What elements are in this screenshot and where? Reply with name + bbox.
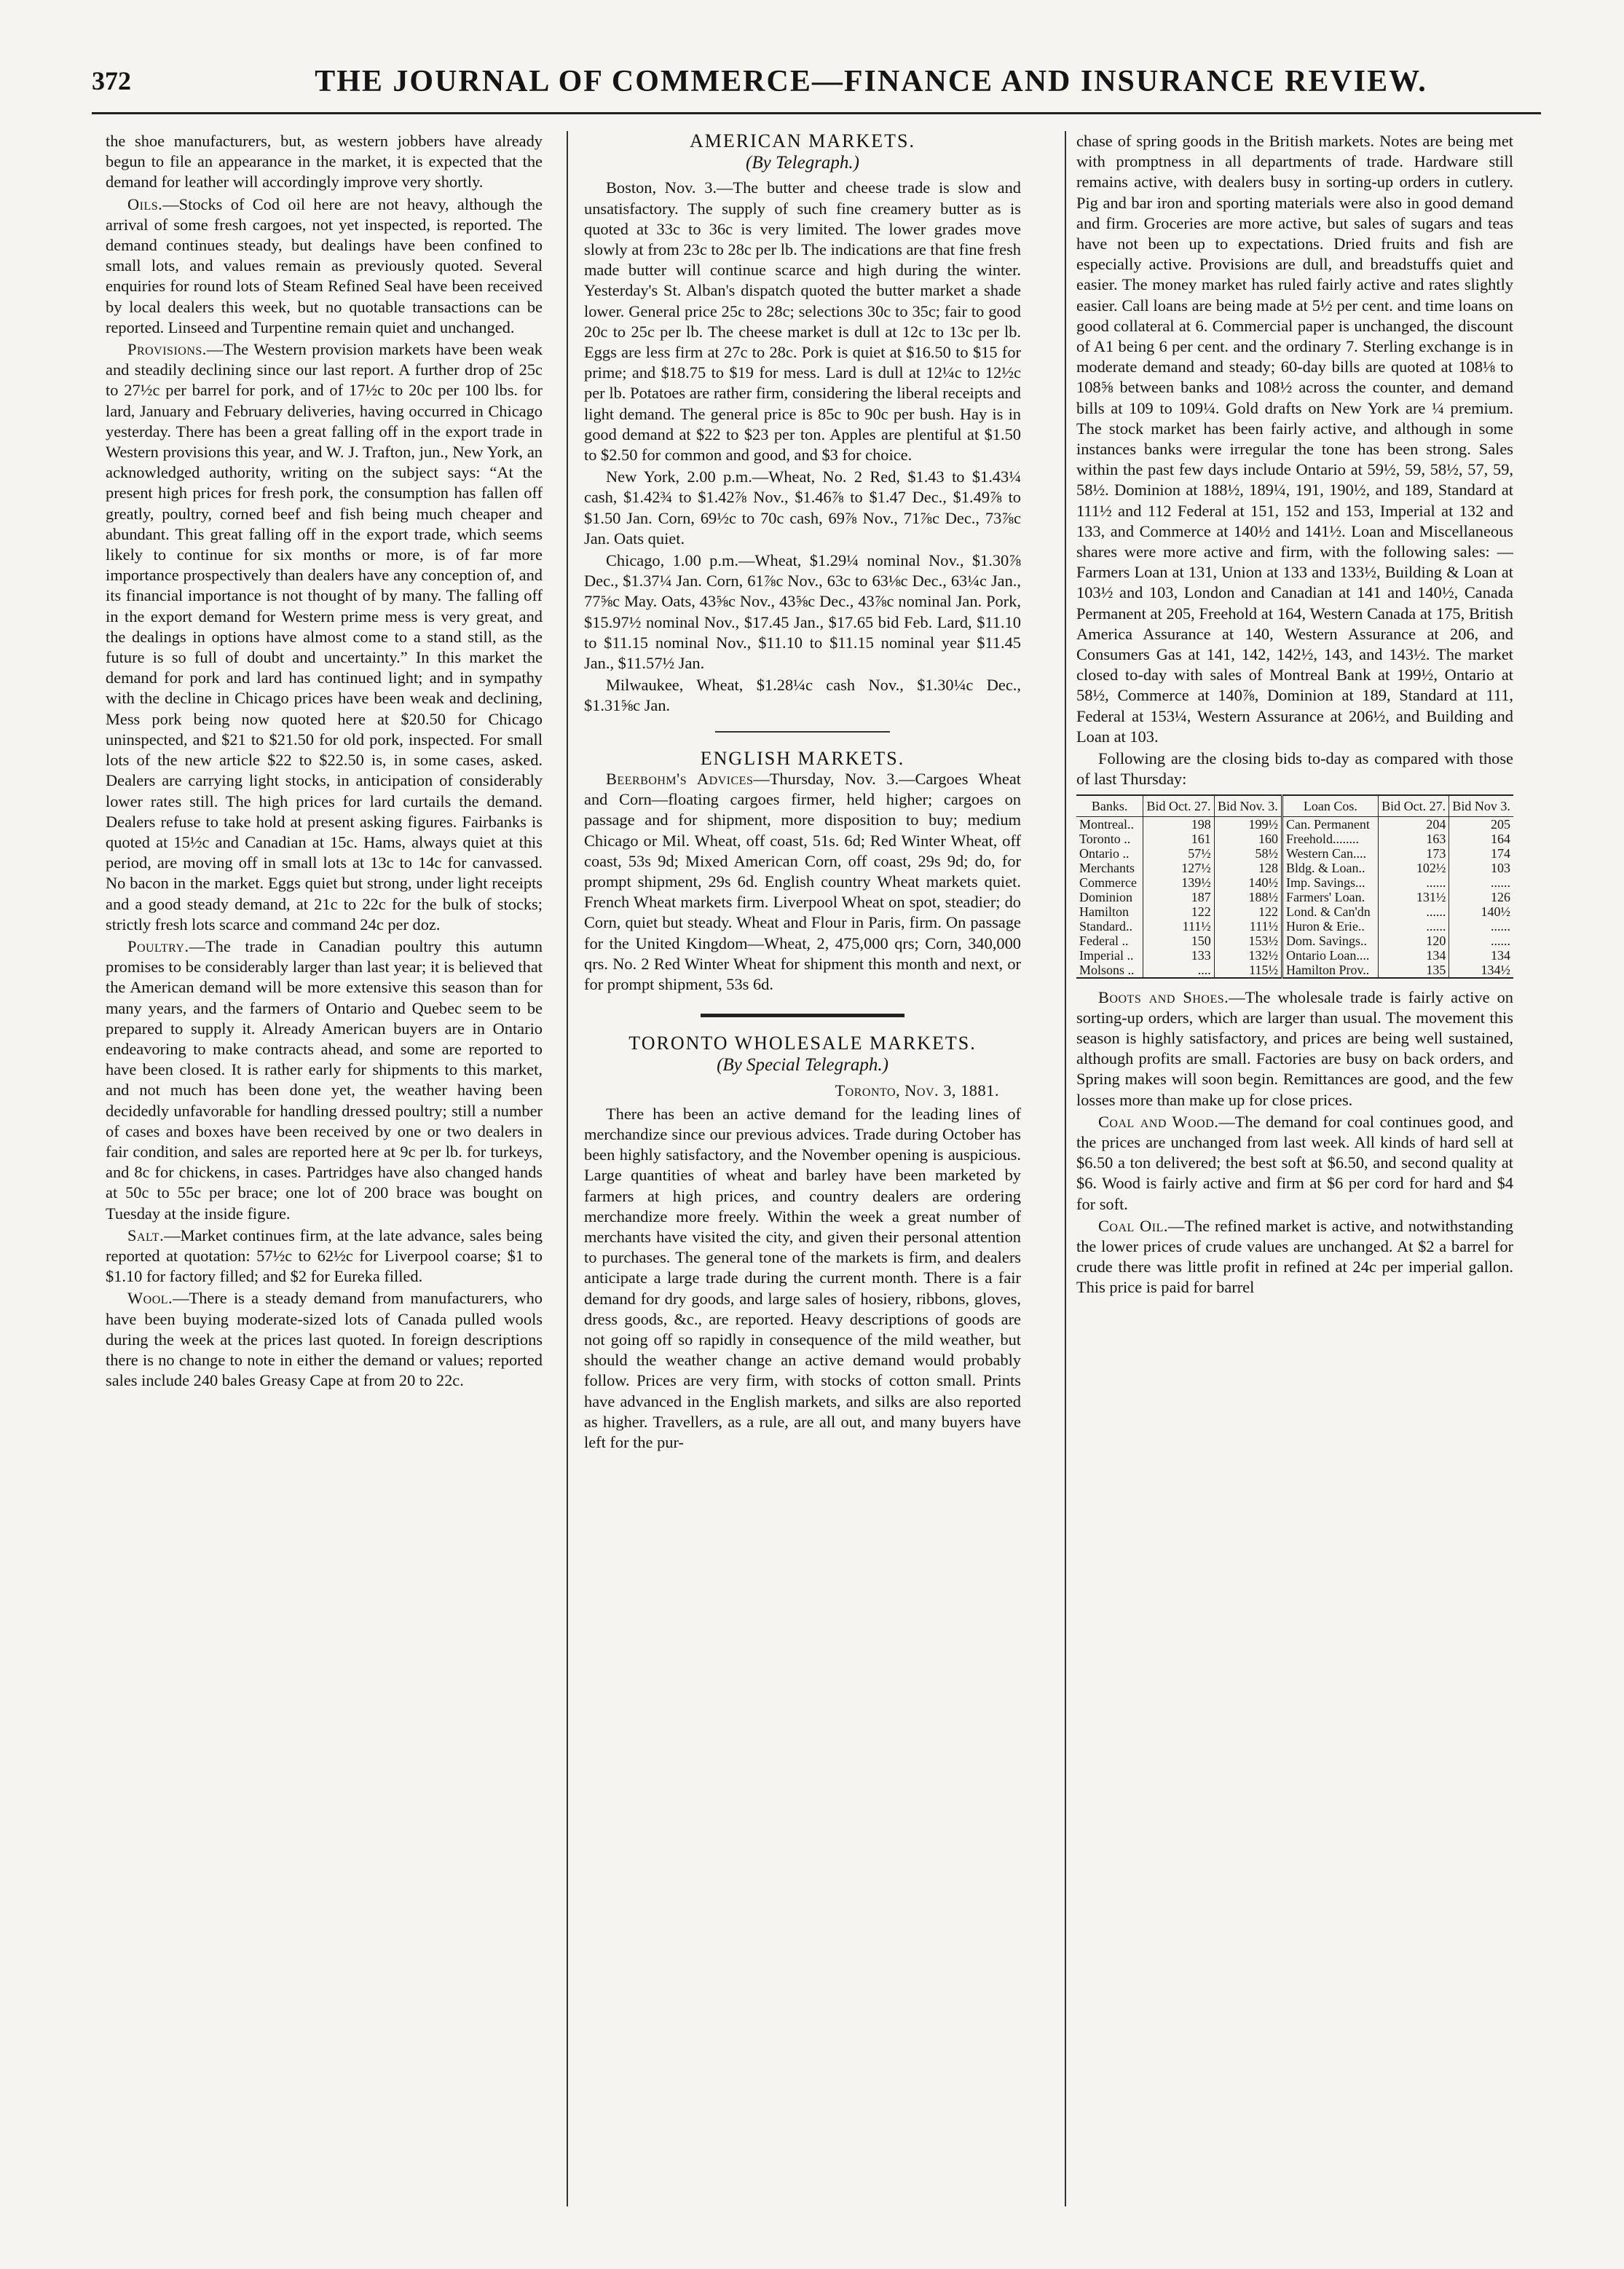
coal-oil-heading: Coal Oil.: [1098, 1216, 1168, 1235]
table-cell: 111½: [1214, 919, 1282, 934]
table-row: [1076, 832, 1513, 846]
american-markets-subtitle: (By Telegraph.): [746, 153, 859, 173]
boots-shoes-paragraph: [1076, 987, 1513, 1110]
salt-heading: Salt.: [127, 1226, 165, 1244]
salt-paragraph: [106, 1226, 543, 1287]
column-right: [1076, 131, 1513, 2228]
table-header: Bid Oct. 27.: [1143, 795, 1215, 817]
boston-paragraph: Boston, Nov. 3.—The butter and cheese trade is slow and unsatisfactory. The supply of such fine creamery butter as is quoted at 33c to 36c is very limited. The lower grades move slowly at from 23c to 28c per lb. The indications are that fine fresh made butter will continue scarce and high during the winter. Yesterday's St. Alban's dispatch quoted the butter market a shade lower. General price 25c to 28c; selections 30c to 35c; fair to good 20c to 25c per lb. The cheese market is dull at 12c to 13c per lb. Eggs are less firm at 27c to 28c. Pork is quiet at $16.50 to $15 for prime; and $18.75 to $19 for mess. Lard is dull at 12¼c to 12½c per lb. Potatoes are rather firm, considering the liberal receipts and light demand. The general price is 85c to 90c per bush. Hay is in good demand at $22 to $23 per ton. Apples are plentiful at $1.50 to $2.50 for common and good, and $3 for choice.: [584, 178, 1021, 465]
continued-paragraph-right: chase of spring goods in the British markets. Notes are being met with promptness in all departments of trade. Hardware still remains active, with dealers busy in sorting-up orders in cutlery. Pig and bar iron and sporting materials were also in good demand and firm. Groceries are more active, but sales of sugars and teas have not been up to expectations. Dried fruits and fish are especially active. Provisions are dull, and breadstuffs quiet and easier. The money market has ruled fairly active and rates slightly easier. Call loans are being made at 5½ per cent. and time loans on good collateral at 6. Commercial paper is unchanged, the discount of A1 being 6 per cent. and the ordinary 7. Sterling exchange is in moderate demand and steady; 60-day bills are quoted at 108⅛ to 108⅝ between banks and 108½ across the counter, and demand bills at 109 to 109¼. Gold drafts on New York are ¼ premium. The stock market has been fairly active, and although in some instances banks were irregular the tone has been strong. Sales within the past few days include Ontario at 59½, 59, 58½, 57, 59, 58½. Dominion at 188½, 189¼, 191, 190½, and 189, Standard at 111½ and 112 Federal at 151, 152 and 153, Imperial at 132 and 133, and Commerce at 140½ and 141½. Loan and Miscellaneous shares were more active and firm, with the following sales: —Farmers Loan at 131, Union at 133 and 133½, Building & Loan at 103½ and 103, London and Canadian at 141 and 140½, Canada Permanent at 205, Freehold at 164, Western Canada at 175, British America Assurance at 140, Western Assurance at 206, and Consumers Gas at 141, 142, 142½, 143, and 143½. The market closed to-day with sales of Montreal Bank at 199½, Ontario at 58½, Commerce at 140⅞, Dominion at 189, Standard at 111, Federal at 153¼, Western Assurance at 206½, and Building and Loan at 103.: [1076, 132, 1513, 746]
poultry-heading: Poultry.: [127, 936, 189, 955]
table-cell: 102½: [1378, 861, 1449, 875]
english-markets-heading: Beerbohm's Advices: [606, 769, 754, 788]
table-cell: Western Can....: [1282, 846, 1378, 861]
column-rule-left: [567, 131, 568, 2206]
table-cell: ......: [1378, 919, 1449, 934]
toronto-markets-title: TORONTO WHOLESALE MARKETS.: [628, 1033, 977, 1054]
table-cell: 122: [1214, 904, 1282, 919]
table-cell: Toronto ..: [1079, 831, 1131, 846]
table-cell: Hamilton Prov..: [1282, 963, 1378, 978]
oils-text: —Stocks of Cod oil here are not heavy, although the arrival of some fresh cargoes, not yet inspected, is reported. The demand continues steady, but dealings have been confined to small lots, and values remain as previously quoted. Several enquiries for round lots of Steam Refined Seal have been received by local dealers this week, but no quotable transactions can be reported. Linseed and Turpentine remain quiet and unchanged.: [106, 194, 543, 336]
table-cell: 161: [1143, 832, 1215, 846]
table-row: [1076, 890, 1513, 904]
table-cell: 150: [1143, 934, 1215, 948]
provisions-heading: Provisions.: [127, 340, 207, 359]
table-cell: 163: [1378, 832, 1449, 846]
new-york-paragraph: New York, 2.00 p.m.—Wheat, No. 2 Red, $1.43 to $1.43¼ cash, $1.42¾ to $1.42⅞ Nov., $1.46⅞ to $1.47 Dec., $1.49⅞ to $1.50 Jan. Corn, 69½c to 70c cash, 69⅞ Nov., 71⅞c Dec., 73⅞c Jan. Oats quiet.: [584, 467, 1021, 548]
table-cell: 199½: [1214, 816, 1282, 832]
page-number: 372: [92, 66, 131, 95]
table-cell: Standard..: [1079, 918, 1132, 934]
table-row: [1076, 963, 1513, 978]
english-markets-paragraph: [584, 769, 1021, 995]
table-cell: Lond. & Can'dn: [1282, 904, 1378, 919]
table-cell: 205: [1449, 816, 1513, 832]
table-row: [1076, 816, 1513, 832]
coal-wood-paragraph: [1076, 1112, 1513, 1215]
table-cell: 111½: [1143, 919, 1215, 934]
table-cell: ......: [1378, 904, 1449, 919]
coal-wood-heading: Coal and Wood.: [1098, 1112, 1219, 1131]
column-left: [106, 131, 543, 2228]
table-row: [1076, 934, 1513, 948]
chicago-paragraph: Chicago, 1.00 p.m.—Wheat, $1.29¼ nominal Nov., $1.30⅞ Dec., $1.37¼ Jan. Corn, 61⅞c Nov., 63c to 63⅛c Dec., 63¼c Jan., 77⅝c May. Oats, 43⅝c Nov., 43⅝c Dec., 43⅞c nominal Jan. Pork, $15.97½ nominal Nov., $17.45 Jan., $17.65 bid Feb. Lard, $11.10 to $11.15 nominal Nov., $11.10 to $11.15 nominal year $11.45 Jan., $11.57½ Jan.: [584, 551, 1021, 673]
coal-oil-text: —The refined market is active, and notwithstanding the lower prices of crude values are unchanged. At $2 a barrel for crude there was little profit in refined at 24c per imperial gallon. This price is paid for barrel: [1076, 1216, 1513, 1297]
oils-paragraph: [106, 194, 543, 338]
journal-title: THE JOURNAL OF COMMERCE—FINANCE AND INSURANCE REVIEW.: [315, 65, 1427, 98]
milwaukee-paragraph: Milwaukee, Wheat, $1.28¼c cash Nov., $1.30¼c Dec., $1.31⅝c Jan.: [584, 676, 1021, 715]
column-rule-right: [1065, 131, 1066, 2206]
table-cell: 140½: [1449, 904, 1513, 919]
table-cell: Hamilton: [1079, 904, 1129, 919]
table-header: Bid Oct. 27.: [1378, 795, 1449, 817]
table-cell: Dominion: [1079, 889, 1133, 904]
english-markets-title: ENGLISH MARKETS.: [700, 747, 905, 769]
page-header: [92, 61, 1541, 114]
table-row: [1076, 904, 1513, 919]
table-header: Loan Cos.: [1282, 795, 1378, 817]
wool-paragraph: [106, 1288, 543, 1391]
table-cell: 122: [1143, 904, 1215, 919]
table-cell: 133: [1143, 948, 1215, 963]
table-cell: 120: [1378, 934, 1449, 948]
table-cell: Ontario Loan....: [1282, 948, 1378, 963]
table-cell: 132½: [1214, 948, 1282, 963]
table-cell: 174: [1449, 846, 1513, 861]
coal-oil-paragraph: [1076, 1216, 1513, 1298]
table-header: Bid Nov 3.: [1449, 795, 1513, 817]
table-cell: Huron & Erie..: [1282, 919, 1378, 934]
table-cell: 127½: [1143, 861, 1215, 875]
column-middle: [584, 131, 1021, 2228]
table-cell: Freehold........: [1282, 832, 1378, 846]
poultry-text: —The trade in Canadian poultry this autumn promises to be considerably larger than last year; it is believed that the American demand will be more extensive this season than for many years, and the farmers of Ontario and Quebec seem to be prepared to supply it. Already American buyers are in Ontario endeavoring to make contracts ahead, and some are reported to have been closed. It is rather early for shipments to this market, and not much has been done yet, the weather having been decidedly unfavorable for handling dressed poultry; still a number of cases and boxes have been received by one or two dealers in fair condition, and sales are reported here at 9c per lb. for turkeys, and 8c for chickens, in cases. Partridges have also changed hands at 50c to 55c per brace; one lot of 200 brace was bought on Tuesday at the inside figure.: [106, 936, 543, 1223]
table-cell: 140½: [1214, 875, 1282, 890]
section-divider: [715, 731, 890, 733]
oils-heading: Oils.: [127, 194, 163, 213]
english-markets-text: —Thursday, Nov. 3.—Cargoes Wheat and Corn—floating cargoes firmer, held higher; cargoes on passage and for shipment, more disposition to buy; medium Chicago or Mil. Wheat, off coast, 51s. 6d; Red Winter Wheat, off coast, 53s 9d; Mixed American Corn, off coast, 29s 9d; do, for prompt shipment, 29s 6d. English country Wheat markets quiet. French Wheat markets firm. Liverpool Wheat on spot, steadier; do Corn, quiet but steady. Wheat and Flour in Paris, firm. On passage for the United Kingdom—Wheat, 2, 475,000 qrs; Corn, 340,000 qrs. No. 2 Red Winter Wheat for shipment this month and next, or for prompt shipment, 53s 6d.: [584, 769, 1021, 993]
table-cell: Montreal..: [1079, 816, 1134, 832]
table-cell: 204: [1378, 816, 1449, 832]
table-cell: 103: [1449, 861, 1513, 875]
table-cell: 131½: [1378, 890, 1449, 904]
table-cell: Imperial ..: [1079, 947, 1134, 963]
continued-paragraph: the shoe manufacturers, but, as western jobbers have already begun to file an appearance in the market, it is expected that the demand for leather will accordingly improve very shortly.: [106, 132, 543, 192]
table-row: [1076, 861, 1513, 875]
table-cell: ......: [1449, 875, 1513, 890]
closing-bids-intro: Following are the closing bids to-day as compared with those of last Thursday:: [1076, 749, 1513, 789]
table-cell: 58½: [1214, 846, 1282, 861]
table-cell: 126: [1449, 890, 1513, 904]
table-cell: Dom. Savings..: [1282, 934, 1378, 948]
table-cell: Merchants: [1079, 860, 1135, 875]
table-cell: 139½: [1143, 875, 1215, 890]
table-cell: ......: [1449, 934, 1513, 948]
table-cell: Bldg. & Loan..: [1282, 861, 1378, 875]
table-cell: Commerce: [1079, 875, 1137, 890]
table-cell: 187: [1143, 890, 1215, 904]
table-body: [1076, 816, 1513, 978]
boots-shoes-text: —The wholesale trade is fairly active on sorting-up orders, which are larger than usual. The movement this season is highly satisfactory, and prices are being well sustained, although profits are small. Factories are busy on back orders, and Spring makes will soon begin. Remittances are good, and the few losses more than make up for close prices.: [1076, 987, 1513, 1109]
poultry-paragraph: [106, 936, 543, 1224]
table-row: [1076, 875, 1513, 890]
table-cell: 164: [1449, 832, 1513, 846]
table-cell: 128: [1214, 861, 1282, 875]
table-cell: 188½: [1214, 890, 1282, 904]
table-cell: 135: [1378, 963, 1449, 978]
table-cell: Imp. Savings...: [1282, 875, 1378, 890]
table-cell: 57½: [1143, 846, 1215, 861]
table-row: [1076, 919, 1513, 934]
coal-wood-text: —The demand for coal continues good, and the prices are unchanged from last week. All kinds of hard sell at $6.50 a ton delivered; the best soft at $6.50, and second quality at $6. Wood is fairly active and firm at $6 per cord for hard and $4 for soft.: [1076, 1112, 1513, 1213]
table-cell: ......: [1449, 919, 1513, 934]
wool-heading: Wool.: [127, 1289, 173, 1308]
table-header: Bid Nov. 3.: [1214, 795, 1282, 817]
table-row: [1076, 846, 1513, 861]
provisions-paragraph: [106, 339, 543, 935]
table-cell: 160: [1214, 832, 1282, 846]
table-cell: 198: [1143, 816, 1215, 832]
table-cell: Molsons ..: [1079, 962, 1135, 977]
toronto-paragraph: There has been an active demand for the leading lines of merchandize since our previous advices. Trade during October has been highly satisfactory, and the November opening is auspicious. Large quantities of wheat and barley have been marketed by farmers at high prices, and country dealers are ordering merchandize more freely. Within the week a great number of merchants have visited the city, and given their personal attention to purchases. The general tone of the markets is firm, and dealers anticipate a large trade during the current month. There is a fair demand for dry goods, and large sales of hosiery, ribbons, gloves, dress goods, &c., are reported. Heavy descriptions of goods are not going off so rapidly in consequence of the mild weather, but should the weather change an active demand would probably follow. Prices are very firm, with stocks of cotton small. Prints have advanced in the English markets, and silks are also reported as higher. Travellers, as a rule, are all out, and many buyers have left for the pur-: [584, 1104, 1021, 1451]
wool-text: —There is a steady demand from manufacturers, who have been buying moderate-sized lots of Canada pulled wools during the week at the prices last quoted. In foreign descriptions there is no change to note in either the demand or values; reported sales include 240 bales Greasy Cape at from 20 to 22c.: [106, 1289, 543, 1390]
table-cell: Ontario ..: [1079, 845, 1130, 861]
toronto-markets-subtitle: (By Special Telegraph.): [717, 1055, 888, 1076]
provisions-text: —The Western provision markets have been weak and steadily declining since our last report. A further drop of 25c to 27½c per barrel for pork, and of 17½c to 20c per 100 lbs. for lard, January and February deliveries, having occurred in Chicago yesterday. There has been a great falling off in the export trade in Western provisions this year, and W. J. Trafton, jun., New York, an acknowledged authority, writing on the subject says: “At the present high prices for fresh pork, the consumption has fallen off greatly, poultry, corned beef and fish being much cheaper and abundant. This great falling off in the export trade, which seems likely to continue for six months or more, is of far more importance prospectively than dealers have any conception of, and its financial importance is not thought of by many. The falling off in the export demand for Western prime mess is very great, and the dealings in options have almost come to a stand still, as the future is so full of doubt and uncertainty.” In this market the demand for pork and lard has continued light; and in sympathy with the decline in Chicago prices have been weak and declining, Mess pork being now quoted here at $20.50 for Chicago uninspected, and $21 to $21.50 for old pork, inspected. For small lots of the new article $22 to $22.50 is, in some cases, asked. Dealers are carrying light stocks, in anticipation of considerably lower rates still. The high prices for lard curtails the demand. Dealers refuse to take hold at present asking figures. Fairbanks is quoted at 15½c and Canadian at 15c. Hams, always quiet at this period, are moving off in small lots at 13c to 14c for canvassed. No bacon in the market. Eggs quiet but strong, under light receipts and a good steady demand, at 21c to 22c for the bulk of stocks; strictly fresh lots scarce and command 24c per doz.: [106, 340, 543, 934]
table-cell: 134: [1378, 948, 1449, 963]
closing-bids-table: [1076, 794, 1513, 979]
table-cell: ......: [1378, 875, 1449, 890]
toronto-dateline: Toronto, Nov. 3, 1881.: [835, 1081, 999, 1100]
table-header-row: [1076, 795, 1513, 817]
table-cell: 134½: [1449, 963, 1513, 978]
table-cell: ....: [1143, 963, 1215, 978]
table-cell: Farmers' Loan.: [1282, 890, 1378, 904]
table-cell: 134: [1449, 948, 1513, 963]
table-cell: 115½: [1214, 963, 1282, 978]
table-cell: Federal ..: [1079, 933, 1129, 948]
table-cell: 153½: [1214, 934, 1282, 948]
boots-shoes-heading: Boots and Shoes.: [1098, 987, 1229, 1006]
salt-text: —Market continues firm, at the late advance, sales being reported at quotation: 57½c to 62½c for Liverpool coarse; $1 to $1.10 for factory filled; and $2 for Eureka filled.: [106, 1226, 543, 1286]
table-row: [1076, 948, 1513, 963]
section-divider-thick: [701, 1014, 904, 1017]
table-cell: Can. Permanent: [1282, 816, 1378, 832]
american-markets-title: AMERICAN MARKETS.: [690, 131, 915, 151]
table-header: Banks.: [1076, 795, 1143, 817]
table-cell: 173: [1378, 846, 1449, 861]
